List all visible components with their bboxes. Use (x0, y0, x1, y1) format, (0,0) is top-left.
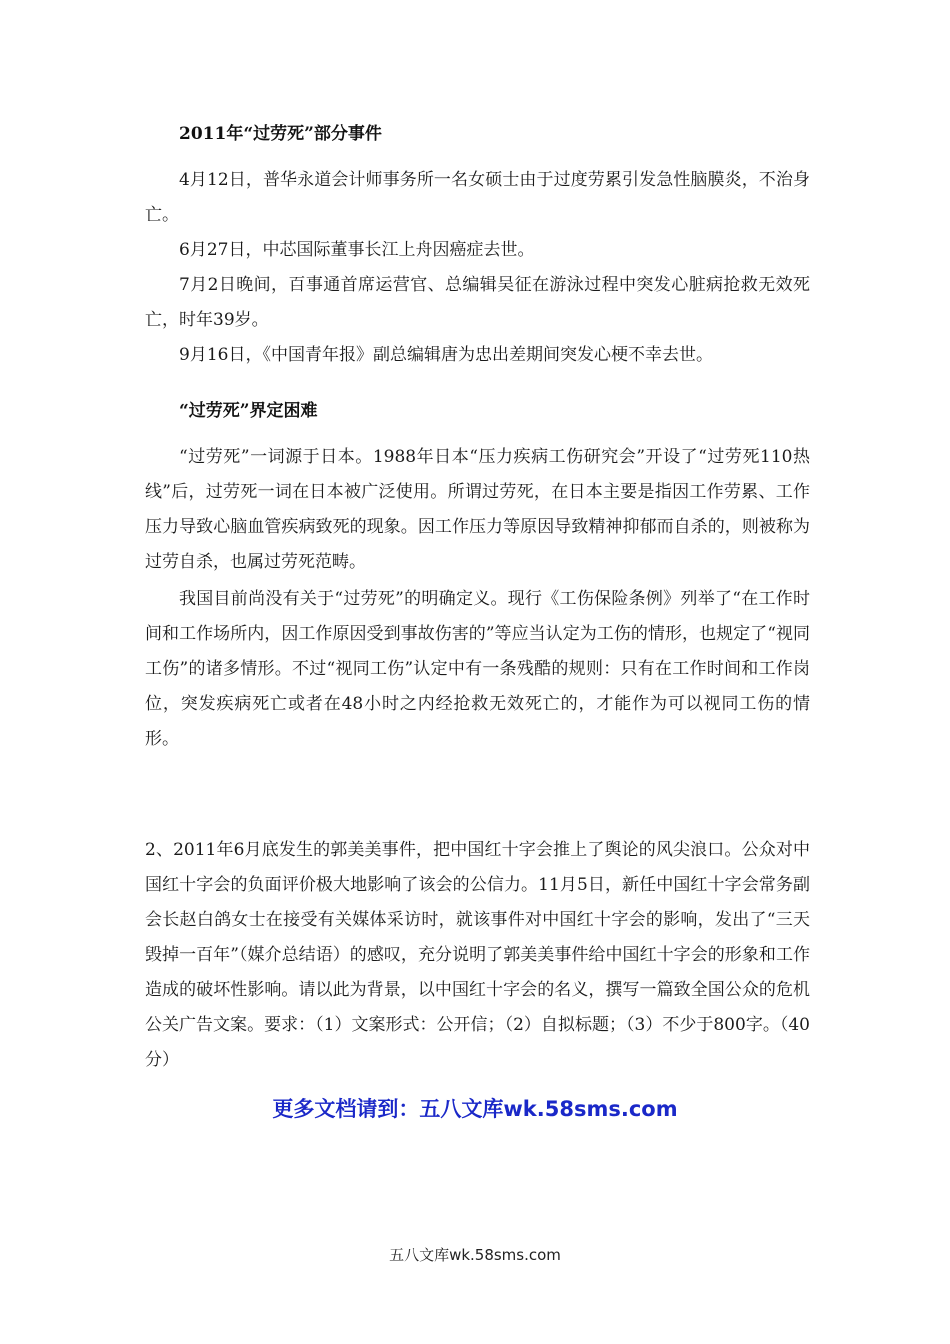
section-title-2011-events: 2011年“过劳死”部分事件 (179, 124, 382, 144)
section-title-definition: “过劳死”界定困难 (179, 401, 318, 421)
event-paragraph: 7月2日晚间，百事通首席运营官、总编辑吴征在游泳过程中突发心脏病抢救无效死亡，时年39岁。 (145, 275, 810, 330)
body-paragraph: “过劳死”一词源于日本。1988年日本“压力疾病工伤研究会”开设了“过劳死110热线”后，过劳死一词在日本被广泛使用。所谓过劳死，在日本主要是指因工作劳累、工作压力导致心脑血管疾病致死的现象。因工作压力等原因导致精神抑郁而自杀的，则被称为过劳自杀，也属过劳死范畴。 (145, 447, 810, 572)
event-paragraph: 4月12日，普华永道会计师事务所一名女硕士由于过度劳累引发急性脑膜炎，不治身亡。 (145, 170, 810, 225)
event-paragraph: 6月27日，中芯国际董事长江上舟因癌症去世。 (179, 240, 535, 260)
page-footer: 五八文库wk.58sms.com (389, 1246, 561, 1264)
event-paragraph: 9月16日，《中国青年报》副总编辑唐为忠出差期间突发心梗不幸去世。 (179, 345, 713, 365)
body-paragraph: 我国目前尚没有关于“过劳死”的明确定义。现行《工伤保险条例》列举了“在工作时间和工作场所内，因工作原因受到事故伤害的”等应当认定为工伤的情形，也规定了“视同工伤”的诸多情形。不过“视同工伤”认定中有一条残酷的规则：只有在工作时间和工作岗位，突发疾病死亡或者在48小时之内经抢救无效死亡的，才能作为可以视同工伤的情形。 (145, 589, 810, 749)
question-paragraph: 2、2011年6月底发生的郭美美事件，把中国红十字会推上了舆论的风尖浪口。公众对中国红十字会的负面评价极大地影响了该会的公信力。11月5日，新任中国红十字会常务副会长赵白鸽女士在接受有关媒体采访时，就该事件对中国红十字会的影响，发出了“三天毁掉一百年”（媒介总结语）的感叹，充分说明了郭美美事件给中国红十字会的形象和工作造成的破坏性影响。请以此为背景，以中国红十字会的名义，撰写一篇致全国公众的危机公关广告文案。要求：（1）文案形式：公开信；（2）自拟标题；（3）不少于800字。（40分） (145, 840, 810, 1070)
promo-link[interactable]: 更多文档请到：五八文库wk.58sms.com (272, 1097, 678, 1121)
